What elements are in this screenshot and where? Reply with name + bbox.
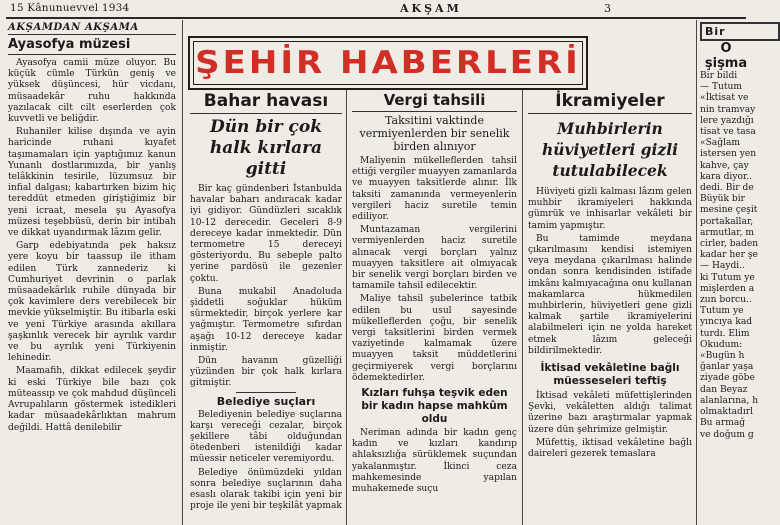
section-label: AKŞAMDAN AKŞAMA	[8, 22, 176, 35]
column-right-line: zun borcu..	[700, 295, 752, 306]
column-right-line: ğanlar yaşa	[700, 362, 754, 373]
column-right-line: yıncıya kad	[700, 317, 753, 328]
paragraph: Müfettiş, iktisad vekâletine bağlı daireleri gezerek temaslara	[528, 437, 692, 460]
economy-headline: İktisad vekâletine bağlı müesseseleri teftiş	[540, 362, 680, 388]
column-right-line: Tutum ye	[700, 306, 744, 317]
column-right-line: kara diyor..	[700, 171, 753, 182]
column-right-line: Büyük bir	[700, 194, 746, 205]
column-right-line: Bu armağ	[700, 418, 746, 429]
column-right-line: lere yazdığı	[700, 115, 754, 126]
column-right-cropped	[700, 22, 759, 525]
bonus-subhead: Muhbirlerin hüviyetleri gizli tutulabilecek	[542, 119, 678, 180]
article-weather	[190, 92, 342, 514]
paragraph: İktisad vekâleti müfettişlerinden Şevki, vekâletten aldığı talimat üzerine bazı araştırmalar yapmak üzere dün şehrimize gelmiştir.	[528, 391, 692, 435]
column-right-line: kahve, çay	[700, 160, 749, 171]
paragraph: Maamafih, dikkat edilecek şeydir ki eski Türkiye bile bazı çok müteassıp ve çok mahdud düşünceli Avrupalıların göstermek istedikleri kadar müsaadekârlıktan mahrum değildi. Hattâ denilebilir	[8, 366, 176, 433]
column-right-line: turdı. Elim	[700, 328, 750, 339]
section-banner	[188, 36, 588, 90]
paragraph: Hüviyeti gizli kalması lâzım gelen muhbir ikramiyeleri hakkında gümrük ve inhisarlar vekâleti bir tamim yapmıştır.	[528, 187, 692, 231]
paragraph: Belediye önümüzdeki yıldan sonra belediye suçlarının daha esaslı olarak takibi için yeni bir proje ile yeni bir teşkilât yapmak	[190, 467, 342, 512]
column-divider	[346, 90, 347, 525]
column-divider	[696, 20, 697, 525]
paragraph: Buna mukabil Anadoluda şiddetli soğuklar hüküm sürmektedir, birçok yerlere kar yağmıştır. Termometre sıfırdan aşağı 10-12 dereceye kadar inmiştir.	[190, 286, 342, 353]
column-divider	[522, 90, 523, 525]
weather-body	[190, 184, 342, 390]
article-bonus	[528, 92, 692, 462]
issue-date: 15 Kânunuevvel 1934	[10, 2, 130, 14]
paragraph: Neriman adında bir kadın genç kadın ve kızları kandırıp ahlaksızlığa sürüklemek suçundan yakalanmıştır. İkinci ceza mahkemesinde yapılan muhakemede suçu	[352, 428, 517, 495]
column-editorial	[8, 22, 176, 436]
paragraph: Bu tamimde meydana çıkarılmasını kendisi istemiyen veya meydana çıkarılması halinde ondan sonra kendisinden istifade imkânı kalmıyacağına onu kullanan makamlarca hükmedilen muhbirlerin, hüviyetleri gene gizli kalmak şartile ikramiyelerini alabilmeleri için ne yolda hareket etmek lâzım geleceği bildirilmektedir.	[528, 233, 692, 356]
column-right-line: ziyade göbe	[700, 373, 755, 384]
weather-subhead: Dün bir çok halk kırlara gitti	[209, 117, 323, 179]
column-right-line: cirler, baden	[700, 239, 759, 250]
column-right-line: Bir bildi	[700, 71, 738, 81]
column-right-line: mesine çeşit	[700, 205, 758, 216]
column-divider	[182, 20, 183, 525]
column-right-line: istersen yen	[700, 149, 757, 160]
column-right-line: ki Tutum ye	[700, 272, 755, 283]
page-number: 3	[604, 2, 611, 15]
paragraph: Maliyenin mükelleflerden tahsil ettiği vergiler muayyen zamanlarda ve muayyen taksitlerde alınır. İlk taksiti zamanında vermeyenlerin vergileri haciz suretile temin ediliyor.	[352, 156, 517, 223]
tax-body	[352, 156, 517, 384]
paragraph: Ruhaniler kilise dışında ve ayin haricinde ruhani kıyafet taşımamaları için yaptığımız kanun Yunanlı dostlarımızda, bir yanlış telâkkinin tesirile, lüzumsuz bir infial dalgası; kabartırken bizim hiç tereddüt etmeden giriştiğimiz bir yeni icraat, mesela şu Ayasofya müzesi teşebbüsü, derin bir intibah ve dikkat uyandırmak lâzım gelir.	[8, 127, 176, 239]
banner-frame	[193, 41, 583, 85]
paragraph: Maliye tahsil şubelerince tatbik edilen bu usul sayesinde mükelleflerden çoğu, bir senelik vergi taksitlerini birden vermek vaziyetinde kalmamak üzere muayyen taksit müddetlerini geçirmiyerek vergi borçlarını ödemektedirler.	[352, 294, 517, 383]
paragraph: Muntazaman vergilerini vermiyenlerden haciz suretile alınacak vergi borçları yalnız muayyen taksitlere ait olmıyacak bir senelik vergi borçları birden ve tamamile tahsil edilecektir.	[352, 225, 517, 292]
article-tax	[352, 92, 517, 497]
economy-body	[528, 391, 692, 460]
column-right-line: portakallar,	[700, 216, 754, 227]
editorial-title: Ayasofya müzesi	[8, 37, 176, 55]
fuhsa-body	[352, 428, 517, 495]
column-right-line: «İktisat ve	[700, 93, 749, 104]
column-right-line: olmaktadırl	[700, 407, 753, 418]
column-right-line: ve doğum g	[700, 429, 754, 440]
column-right-line: tisat ve tasa	[700, 127, 756, 138]
column-right-line: Okudum:	[700, 339, 743, 350]
masthead-rule	[6, 17, 746, 19]
bonus-headline: İkramiyeler	[528, 92, 692, 114]
column-right-line: «Bugün h	[700, 351, 745, 362]
weather-headline: Bahar havası	[190, 92, 342, 114]
article-separator	[236, 392, 296, 393]
fuhsa-headline: Kızları fuhşa teşvik eden bir kadın hapse mahkûm oldu	[361, 387, 508, 426]
column-right-line: O	[720, 41, 732, 56]
municipal-body	[190, 410, 342, 513]
column-right-line: dedi. Bir de	[700, 183, 754, 194]
bonus-body	[528, 187, 692, 357]
column-right-line: — Haydi..	[700, 261, 745, 272]
column-right-line: şişma	[704, 56, 748, 71]
column-right-line: «Sağlam	[700, 138, 740, 149]
column-right-line: kadar her şe	[700, 250, 758, 261]
editorial-body	[8, 58, 176, 434]
municipal-headline: Belediye suçları	[216, 394, 316, 408]
column-right-line: armutlar, m	[700, 227, 754, 238]
column-right-lines	[700, 41, 780, 441]
column-right-line: nin tramvay	[700, 104, 756, 115]
column-right-line: mişlerden a	[700, 283, 755, 294]
tax-subhead: Taksitini vaktinde vermiyenlerden bir senelik birden alınıyor	[359, 114, 510, 153]
paragraph: Belediyenin belediye suçlarına karşı vereceği cezalar, birçok şekillere tâbi olduğundan ötedenberi istenildiği kadar müessir neticeler veremiyordu.	[190, 409, 342, 465]
paragraph: Dün havanın güzelliği yüzünden bir çok halk kırlara gitmiştir.	[190, 356, 342, 389]
column-right-head: Bir	[700, 22, 780, 41]
tax-headline: Vergi tahsili	[352, 92, 517, 112]
paragraph: Garp edebiyatında pek haksız yere koyu bir taassup ile itham edilen Türk zannederiz ki Cumhuriyet devrinin o parlak müsaadekârlık ruhile dünyada bir çok kavimlere ders verebilecek bir mevkie yükselmiştir. Bu itibarla eski ve yeni Türkiye arasında akıllara şaşkınlık verecek bir ayrılık vardır ve bu ayrılık yeni Türkiyenin lehinedir.	[8, 241, 176, 364]
paragraph: Ayasofya camii müze oluyor. Bu küçük cümle Türkün geniş ve yüksek düşüncesi, hür vicdanı, müsaadekâr ruhu hakkında yazılacak cilt cilt eserlerden çok kuvvetli ve beliğdir.	[8, 58, 176, 125]
banner-title: ŞEHİR HABERLERİ	[195, 44, 581, 82]
column-right-line: alanlarına, h	[700, 395, 759, 406]
column-right-line: dan Beyaz	[700, 384, 748, 395]
newspaper-name: AKŞAM	[400, 2, 462, 15]
column-right-line: — Tutum	[700, 82, 743, 93]
paragraph: Bir kaç gündenberi İstanbulda havalar baharı andıracak kadar iyi gidiyor. Gündüzleri sıcaklık 10-12 derecedir. Geceleri 8-9 dereceye kadar inmektedir. Dün termometre 15 dereceyi gösteriyordu. Bu sebeple palto yerine pardösü ile gezenler çoktu.	[190, 184, 342, 284]
